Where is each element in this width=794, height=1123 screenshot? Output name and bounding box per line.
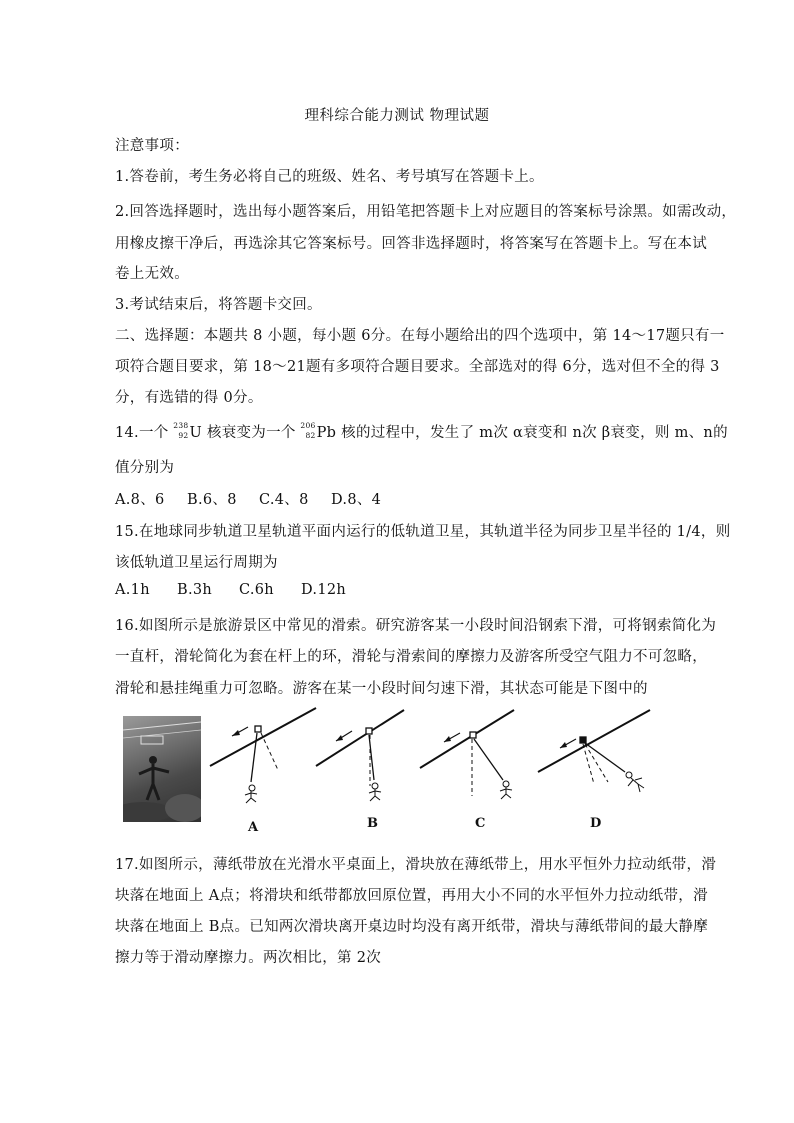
q15-line-2: 该低轨道卫星运行周期为 xyxy=(115,555,278,571)
q16-line-2: 一直杆，滑轮简化为套在杆上的环，滑轮与滑索间的摩擦力及游客所受空气阻力不可忽略， xyxy=(115,649,707,665)
notice-item-1: 1.答卷前，考生务必将自己的班级、姓名、考号填写在答题卡上。 xyxy=(115,169,544,185)
q14-option-c: C.4、8 xyxy=(259,492,309,508)
q16-line-3: 滑轮和悬挂绳重力可忽略。游客在某一小段时间匀速下滑，其状态可能是下图中的 xyxy=(115,681,648,697)
section-heading: 二、选择题：本题共 8 小题，每小题 6分。在每小题给出的四个选项中，第 14～17题只有一 xyxy=(115,328,725,344)
figure-label-d: D xyxy=(590,816,602,831)
q14-option-a: A.8、6 xyxy=(115,492,165,508)
u-atomic-number: 92 xyxy=(178,431,189,440)
q14-options xyxy=(115,488,685,509)
uranium-isotope xyxy=(173,421,189,440)
q14-option-d: D.8、4 xyxy=(331,492,382,508)
figure-label-b: B xyxy=(367,816,378,831)
q17-line-3: 块落在地面上 B点。已知两次滑块离开桌边时均没有离开纸带，滑块与薄纸带间的最大静摩 xyxy=(115,919,709,935)
q17-line-2: 块落在地面上 A点；将滑块和纸带都放回原位置，再用大小不同的水平恒外力拉动纸带，滑 xyxy=(115,888,708,904)
notice-item-2-cont: 用橡皮擦干净后，再选涂其它答案标号。回答非选择题时，将答案写在答题卡上。写在本试 xyxy=(115,236,707,252)
diagram-d xyxy=(538,710,650,792)
q14-mid: 核衰变为一个 xyxy=(202,425,301,441)
q15-options xyxy=(115,582,685,598)
u-symbol: U xyxy=(189,425,202,441)
notice-item-2-end: 卷上无效。 xyxy=(115,266,189,282)
notice-item-2: 2.回答选择题时，选出每小题答案后，用铅笔把答题卡上对应题目的答案标号涂黑。如需改动， xyxy=(115,204,737,220)
q15-option-a: A.1h xyxy=(115,582,150,598)
q15-line-1: 15.在地球同步轨道卫星轨道平面内运行的低轨道卫星，其轨道半径为同步卫星半径的 1/4，则 xyxy=(115,524,731,540)
q17-line-1: 17.如图所示，薄纸带放在光滑水平桌面上，滑块放在薄纸带上，用水平恒外力拉动纸带，滑 xyxy=(115,857,717,873)
q14-suffix: 核的过程中，发生了 m次 α衰变和 n次 β衰变，则 m、n的 xyxy=(336,425,728,441)
pb-atomic-number: 82 xyxy=(305,431,316,440)
question-14 xyxy=(115,421,728,442)
diagram-c xyxy=(420,710,514,799)
q15-option-b: B.3h xyxy=(177,582,213,598)
diagram-a xyxy=(210,708,316,803)
page-title: 理科综合能力测试 物理试题 xyxy=(304,108,490,124)
q17-line-4: 擦力等于滑动摩擦力。两次相比，第 2次 xyxy=(115,950,382,966)
q16-figure xyxy=(120,706,690,846)
q15-option-d: D.12h xyxy=(301,582,347,598)
q16-line-1: 16.如图所示是旅游景区中常见的滑索。研究游客某一小段时间沿钢索下滑，可将钢索简化为 xyxy=(115,618,717,634)
section-text-2: 项符合题目要求，第 18～21题有多项符合题目要求。全部选对的得 6分，选对但不全的得 3 xyxy=(115,359,720,375)
notice-item-3: 3.考试结束后，将答题卡交回。 xyxy=(115,297,322,313)
q14-option-b: B.6、8 xyxy=(187,492,237,508)
u-mass-number: 238 xyxy=(173,421,189,430)
figure-label-a: A xyxy=(248,820,259,835)
q14-line-2: 值分别为 xyxy=(115,460,175,476)
lead-isotope xyxy=(300,421,317,440)
diagram-b xyxy=(316,710,404,801)
notice-heading: 注意事项： xyxy=(115,138,189,154)
zipline-diagrams xyxy=(120,706,690,846)
figure-label-c: C xyxy=(475,816,486,831)
q15-option-c: C.6h xyxy=(239,582,274,598)
pb-mass-number: 206 xyxy=(300,421,316,430)
pb-symbol: Pb xyxy=(316,425,337,441)
q14-prefix: 14.一个 xyxy=(115,425,174,441)
section-text-3: 分，有选错的得 0分。 xyxy=(115,390,263,406)
